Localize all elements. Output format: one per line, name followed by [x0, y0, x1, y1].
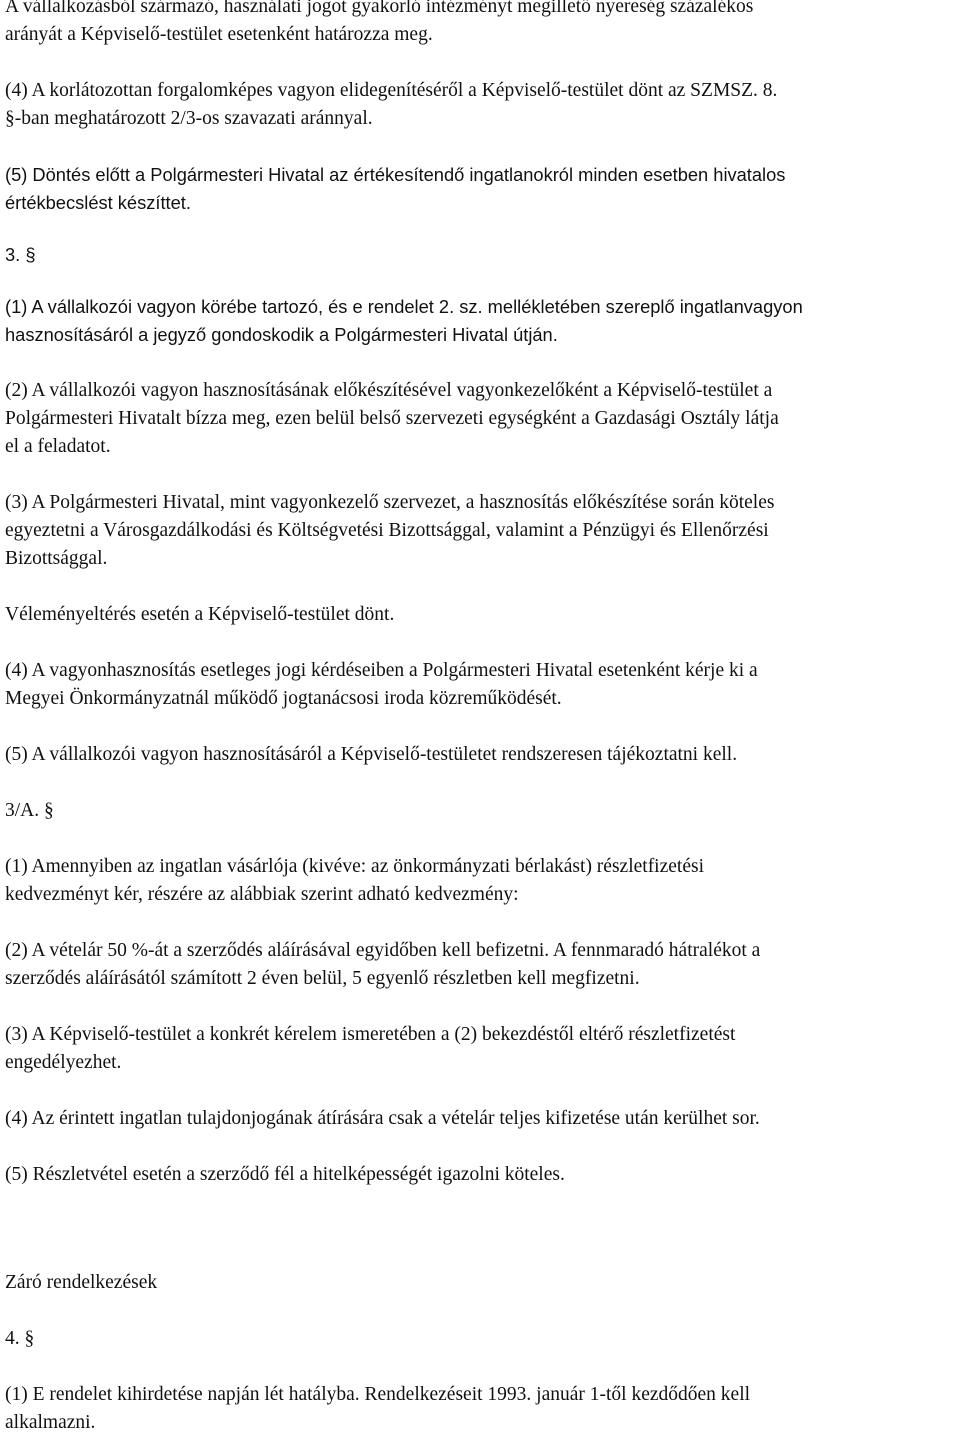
paragraph-3-3b: Véleményeltérés esetén a Képviselő-testület dönt. [5, 604, 395, 625]
paragraph-3a-2: (2) A vételár 50 %-át a szerződés aláírásával egyidőben kell befizetni. A fennmaradó hátralékot a szerződés aláírásától számított 2 éven belül, 5 egyenlő részletben kell megfizetni. [5, 940, 761, 989]
paragraph-3a-1: (1) Amennyiben az ingatlan vásárlója (kivéve: az önkormányzati bérlakást) részletfizetési kedvezményt kér, részére az alábbiak szerint adható kedvezmény: [5, 856, 704, 905]
paragraph-3a-4: (4) Az érintett ingatlan tulajdonjogának átírására csak a vételár teljes kifizetése után kerülhet sor. [5, 1108, 760, 1129]
paragraph-3-2: (2) A vállalkozói vagyon hasznosításának előkészítésével vagyonkezelőként a Képviselő-testület a Polgármesteri Hivatalt bízza meg, ezen belül belső szervezeti egységként a Gazdasági Osztály látja el a feladatot. [5, 380, 779, 457]
intro-paragraph: A vállalkozásból származó, használati jogot gyakorló intézményt megillető nyereség százalékos arányát a Képviselő-testület esetenként határozza meg. [5, 0, 754, 45]
closing-provisions-heading: Záró rendelkezések [5, 1272, 158, 1293]
paragraph-2-5: (5) Döntés előtt a Polgármesteri Hivatal az értékesítendő ingatlanokról minden esetben hivatalos értékbecslést készíttet. [5, 164, 786, 213]
section-heading-4: 4. § [5, 1328, 35, 1349]
document-page [5, 0, 955, 1437]
paragraph-3-4: (4) A vagyonhasznosítás esetleges jogi kérdéseiben a Polgármesteri Hivatal esetenként kérje ki a Megyei Önkormányzatnál működő jogtanácsosi iroda közreműködését. [5, 660, 758, 709]
paragraph-3a-3: (3) A Képviselő-testület a konkrét kérelem ismeretében a (2) bekezdéstől eltérő részletfizetést engedélyezhet. [5, 1024, 736, 1073]
section-heading-3: 3. § [5, 244, 36, 265]
paragraph-3a-5: (5) Részletvétel esetén a szerződő fél a hitelképességét igazolni köteles. [5, 1164, 565, 1185]
paragraph-3-5: (5) A vállalkozói vagyon hasznosításáról a Képviselő-testületet rendszeresen tájékoztatni kell. [5, 744, 738, 765]
paragraph-3-1: (1) A vállalkozói vagyon körébe tartozó, és e rendelet 2. sz. mellékletében szereplő ingatlanvagyon hasznosításáról a jegyző gondoskodik a Polgármesteri Hivatal útján. [5, 296, 803, 345]
section-heading-3a: 3/A. § [5, 800, 54, 821]
paragraph-2-4: (4) A korlátozottan forgalomképes vagyon elidegenítéséről a Képviselő-testület dönt az SZMSZ. 8. §-ban meghatározott 2/3-os szavazati aránnyal. [5, 80, 778, 129]
paragraph-3-3: (3) A Polgármesteri Hivatal, mint vagyonkezelő szervezet, a hasznosítás előkészítése során köteles egyeztetni a Városgazdálkodási és Költségvetési Bizottsággal, valamint a Pénzügyi és Ellenőrzési Bizottsággal. [5, 492, 775, 569]
paragraph-4-1: (1) E rendelet kihirdetése napján lét hatályba. Rendelkezéseit 1993. január 1-től kezdődően kell alkalmazni. [5, 1384, 751, 1433]
